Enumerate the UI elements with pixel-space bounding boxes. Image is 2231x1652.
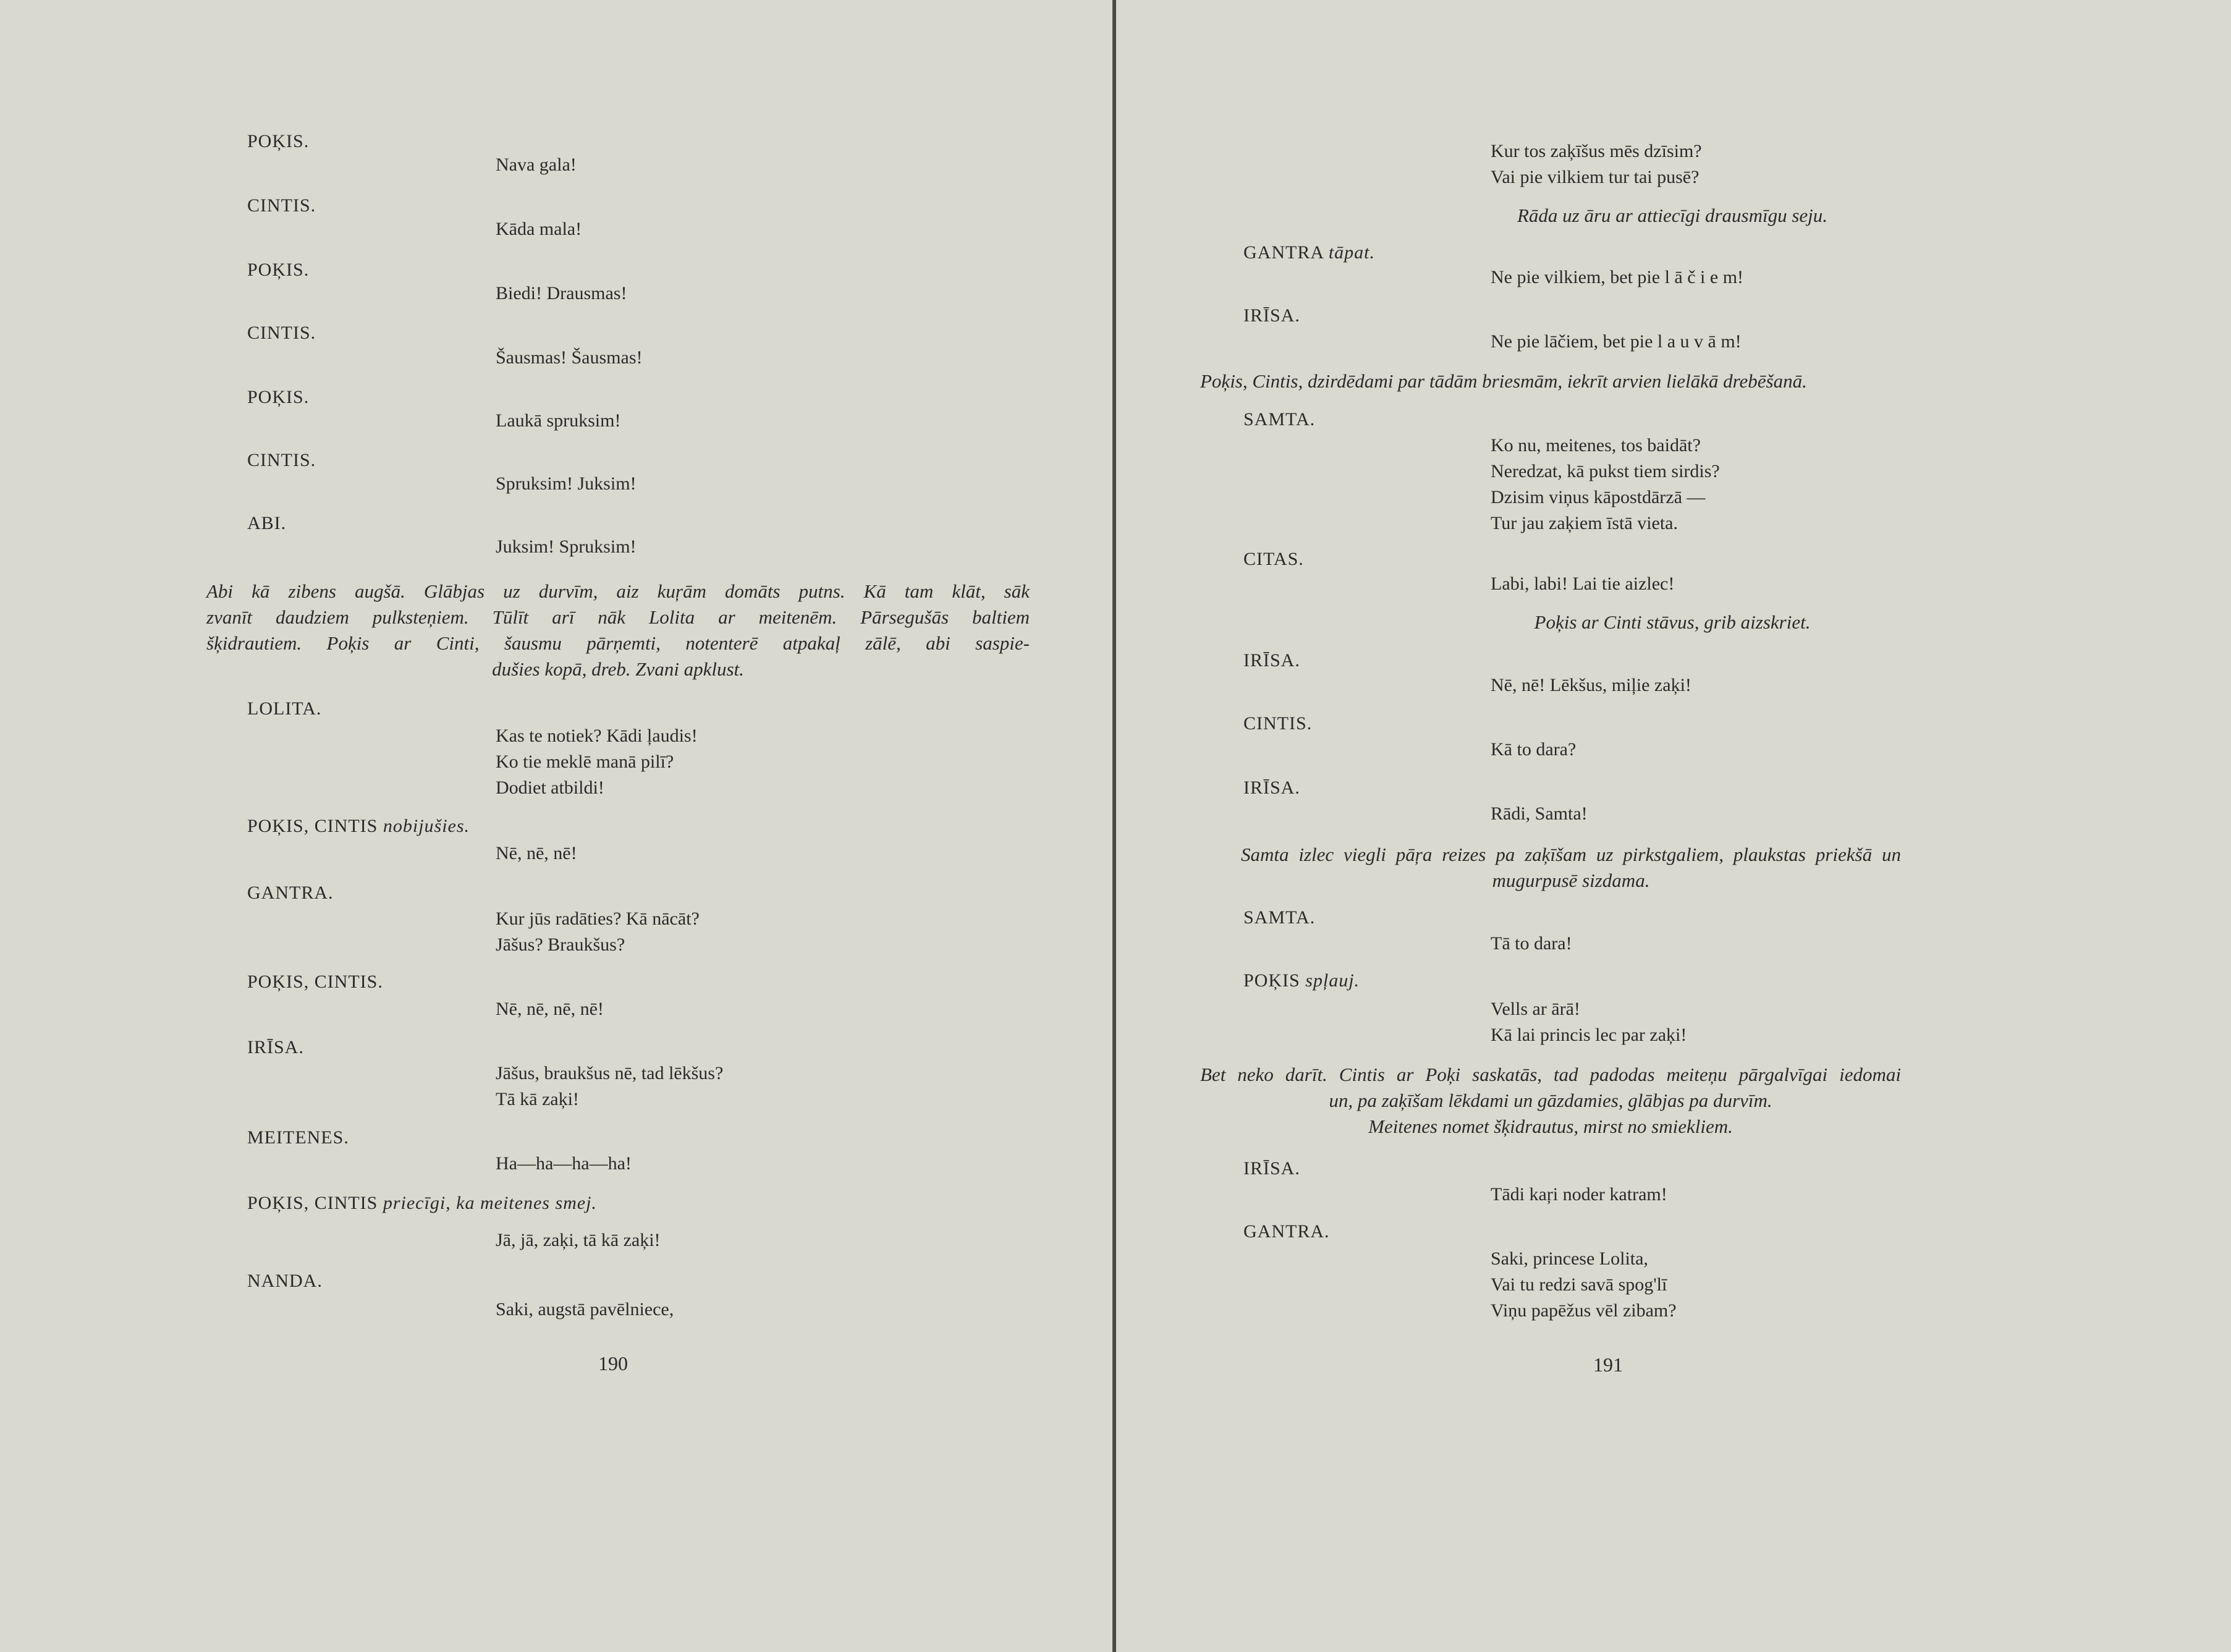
verse-block: [496, 1061, 723, 1112]
dialogue-line: Spruksim! Juksim!: [496, 473, 637, 494]
speaker-name: POĶIS, CINTIS: [247, 1193, 378, 1213]
stage-direction: [1363, 203, 1981, 229]
verse-block: [1491, 996, 1687, 1048]
speaker-note: tāpat.: [1328, 242, 1376, 263]
dialogue-line: Ne pie lāčiem, bet pie l a u v ā m!: [1491, 331, 1742, 352]
speaker-name: GANTRA.: [247, 883, 334, 903]
speaker-name: IRĪSA.: [1243, 777, 1300, 798]
speaker-name: POĶIS: [1243, 970, 1300, 991]
speaker-name: IRĪSA.: [1243, 1158, 1300, 1179]
stage-direction-line: Poķis ar Cinti stāvus, grib aizskriet.: [1534, 611, 1811, 633]
stage-direction: [1241, 842, 1901, 894]
speaker-name: ABI.: [247, 513, 287, 533]
speaker-name: GANTRA.: [1243, 1221, 1330, 1242]
verse-line: Ko nu, meitenes, tos baidāt?: [1491, 435, 1701, 455]
left-page: [0, 0, 1114, 1652]
speaker-with-note: [247, 816, 470, 837]
verse-line: Jāšus? Braukšus?: [496, 934, 625, 955]
verse-line: Tur jau zaķiem īstā vieta.: [1491, 513, 1678, 533]
verse-line: Vai pie vilkiem tur tai pusē?: [1491, 167, 1700, 187]
speaker-name: POĶIS, CINTIS.: [247, 972, 383, 992]
dialogue-line: Nē, nē! Lēkšus, miļie zaķi!: [1491, 675, 1691, 695]
speaker-name: POĶIS, CINTIS: [247, 816, 378, 836]
stage-direction-line: zvanīt daudziem pulksteņiem. Tūlīt arī nāk Lolita ar meitenēm. Pārsegušās baltiem: [206, 606, 1030, 628]
stage-direction-line: dušies kopā, dreb. Zvani apklust.: [492, 658, 744, 680]
speaker-name: SAMTA.: [1243, 907, 1316, 928]
speaker-name: CINTIS.: [247, 323, 316, 343]
speaker-name: CINTIS.: [247, 450, 316, 470]
verse-line: Ko tie meklē manā pilī?: [496, 752, 674, 772]
dialogue-line: Labi, labi! Lai tie aizlec!: [1491, 574, 1675, 594]
stage-direction: [1363, 609, 1981, 635]
stage-direction-line: Bet neko darīt. Cintis ar Poķi saskatās, tad padodas meiteņu pārgalvīgai iedomai: [1200, 1064, 1901, 1085]
speaker-note: priecīgi, ka meitenes smej.: [383, 1193, 597, 1213]
verse-line: Viņu papēžus vēl zibam?: [1491, 1300, 1677, 1321]
speaker-name: CINTIS.: [1243, 713, 1313, 734]
verse-line: Dodiet atbildi!: [496, 777, 604, 798]
dialogue-line: Jā, jā, zaķi, tā kā zaķi!: [496, 1230, 661, 1250]
right-page: [1116, 0, 2231, 1652]
verse-line: Vai tu redzi savā spog'lī: [1491, 1274, 1667, 1295]
dialogue-line: Kā to dara?: [1491, 739, 1577, 760]
verse-line: Jāšus, braukšus nē, tad lēkšus?: [496, 1063, 724, 1083]
stage-direction: [206, 578, 1030, 682]
speaker-with-note: [1243, 242, 1375, 263]
stage-direction-line: mugurpusē sizdama.: [1492, 870, 1650, 891]
stage-direction-line: šķidrautiem. Poķis ar Cinti, šausmu pārņemti, notenterē atpakaļ zālē, abi saspie-: [206, 632, 1030, 654]
dialogue-line: Tā to dara!: [1491, 933, 1572, 954]
verse-block: [496, 906, 700, 958]
verse-line: Saki, princese Lolita,: [1491, 1248, 1648, 1269]
verse-line: Kur tos zaķīšus mēs dzīsim?: [1491, 141, 1702, 161]
dialogue-line: Biedi! Drausmas!: [496, 283, 627, 303]
speaker-name: POĶIS.: [247, 131, 310, 151]
verse-block: [1491, 138, 1702, 190]
dialogue-line: Šausmas! Šausmas!: [496, 347, 643, 368]
dialogue-line: Kāda mala!: [496, 219, 582, 239]
speaker-with-note: [1243, 970, 1360, 991]
speaker-note: nobijušies.: [383, 816, 470, 836]
speaker-name: POĶIS.: [247, 387, 310, 407]
stage-direction-line: un, pa zaķīšam lēkdami un gāzdamies, glābjas pa durvīm.: [1329, 1090, 1772, 1111]
verse-block: [496, 723, 698, 801]
verse-block: [1491, 433, 1720, 536]
stage-direction-line: Abi kā zibens augšā. Glābjas uz durvīm, aiz kuŗām domāts putns. Kā tam klāt, sāk: [206, 580, 1030, 602]
speaker-name: CITAS.: [1243, 549, 1304, 569]
dialogue-line: Tādi kaŗi noder katram!: [1491, 1184, 1667, 1205]
speaker-name: CINTIS.: [247, 195, 316, 216]
stage-direction-line: Samta izlec viegli pāŗa reizes pa zaķīšam uz pirkstgaliem, plaukstas priekšā un: [1241, 844, 1901, 865]
speaker-name: SAMTA.: [1243, 409, 1316, 430]
speaker-name: MEITENES.: [247, 1127, 349, 1148]
stage-direction-line: Rāda uz āru ar attiecīgi drausmīgu seju.: [1517, 205, 1828, 226]
stage-direction: [1200, 368, 1807, 394]
page-number: 191: [1593, 1353, 1623, 1376]
verse-block: [1491, 1246, 1677, 1324]
speaker-name: IRĪSA.: [247, 1037, 304, 1057]
dialogue-line: Juksim! Spruksim!: [496, 536, 637, 557]
stage-direction: [1200, 1062, 1901, 1140]
verse-line: Dzisim viņus kāpostdārzā —: [1491, 487, 1706, 507]
verse-line: Kā lai princis lec par zaķi!: [1491, 1025, 1687, 1045]
speaker-name: LOLITA.: [247, 698, 322, 719]
verse-line: Neredzat, kā pukst tiem sirdis?: [1491, 461, 1720, 481]
verse-line: Tā kā zaķi!: [496, 1089, 579, 1109]
stage-direction-line: Meitenes nomet šķidrautus, mirst no smiekliem.: [1368, 1116, 1733, 1137]
verse-line: Kas te notiek? Kādi ļaudis!: [496, 726, 698, 746]
dialogue-line: Saki, augstā pavēlniece,: [496, 1299, 674, 1319]
verse-line: Vells ar ārā!: [1491, 999, 1580, 1019]
dialogue-line: Nē, nē, nē, nē!: [496, 999, 604, 1019]
dialogue-line: Nava gala!: [496, 155, 577, 175]
speaker-name: IRĪSA.: [1243, 650, 1300, 671]
dialogue-line: Ha—ha—ha—ha!: [496, 1153, 632, 1174]
speaker-note: spļauj.: [1305, 970, 1360, 991]
page-number: 190: [598, 1352, 628, 1375]
stage-direction-line: Poķis, Cintis, dzirdēdami par tādām briesmām, iekrīt arvien lielākā drebēšanā.: [1200, 370, 1807, 392]
speaker-name: NANDA.: [247, 1271, 323, 1291]
dialogue-line: Nē, nē, nē!: [496, 843, 577, 863]
dialogue-line: Laukā spruksim!: [496, 410, 621, 431]
speaker-name: IRĪSA.: [1243, 305, 1300, 326]
speaker-name: POĶIS.: [247, 260, 310, 280]
dialogue-line: Ne pie vilkiem, bet pie l ā č i e m!: [1491, 267, 1744, 287]
speaker-with-note: [247, 1193, 597, 1214]
verse-line: Kur jūs radāties? Kā nācāt?: [496, 909, 700, 929]
speaker-name: GANTRA: [1243, 242, 1324, 263]
dialogue-line: Rādi, Samta!: [1491, 803, 1588, 824]
